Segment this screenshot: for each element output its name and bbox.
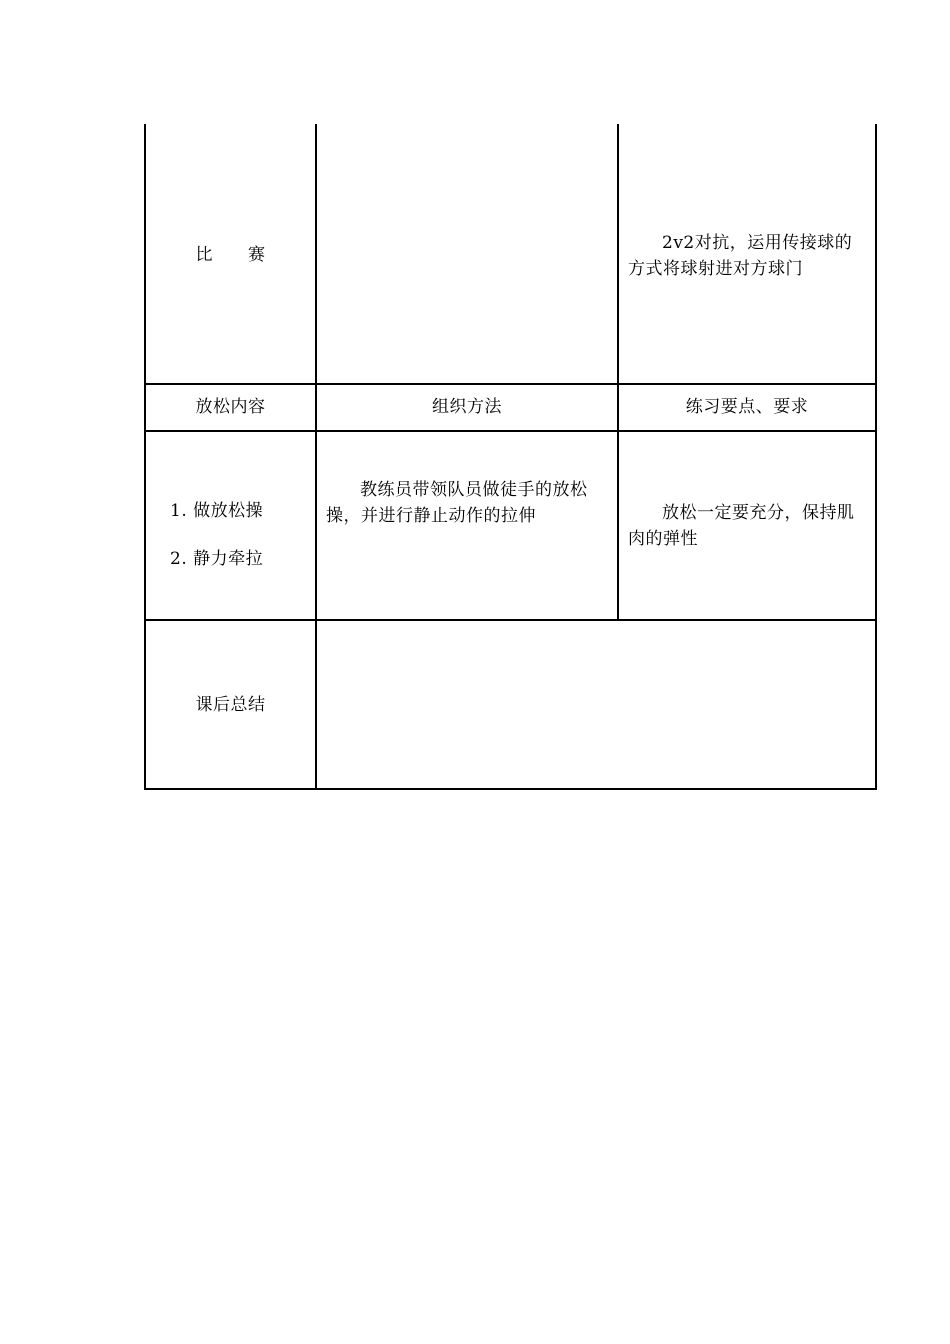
- column-divider-2: [617, 124, 619, 621]
- match-requirements: 2v2对抗，运用传接球的方式将球射进对方球门: [628, 233, 853, 279]
- match-label: 比 赛: [195, 245, 266, 265]
- relax-method: 教练员带领队员做徒手的放松操，并进行静止动作的拉伸: [326, 480, 588, 526]
- row-divider-2: [144, 430, 877, 432]
- column-divider-1: [315, 124, 317, 790]
- header-organization-method: 组织方法: [432, 397, 502, 417]
- relax-item-2: 2. 静力牵拉: [170, 549, 264, 569]
- lesson-plan-table: [144, 124, 877, 790]
- relax-item-1: 1. 做放松操: [170, 501, 264, 521]
- header-relax-content: 放松内容: [195, 397, 266, 417]
- table-border-bottom: [144, 788, 877, 790]
- row-divider-3: [144, 619, 877, 621]
- header-practice-requirements: 练习要点、要求: [685, 397, 809, 417]
- summary-label: 课后总结: [195, 695, 266, 715]
- relax-requirements: 放松一定要充分，保持肌肉的弹性: [628, 503, 855, 549]
- table-border-left: [144, 124, 146, 790]
- table-border-right: [875, 124, 877, 790]
- row-divider-1: [144, 383, 877, 385]
